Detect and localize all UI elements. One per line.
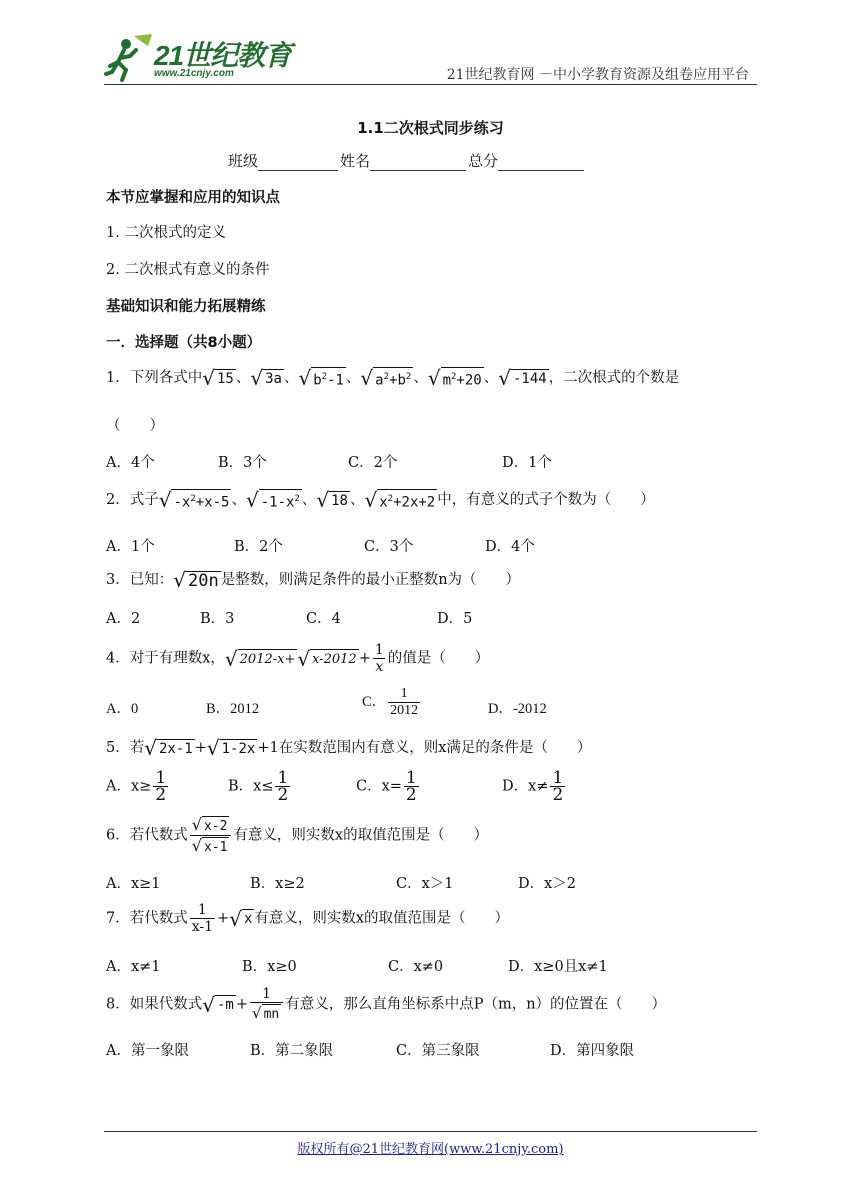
footer-copyright-link[interactable]: 版权所有@21世纪教育网(www.21cnjy.com): [297, 1142, 564, 1157]
q7-option-a[interactable]: A．x≠1: [106, 959, 161, 975]
page-title: 1.1二次根式同步练习: [357, 119, 504, 137]
q2-radical-4: √ $x^2+2x+2$: [364, 488, 436, 512]
q6-option-c[interactable]: C．x＞1: [396, 876, 454, 892]
q3-option-b[interactable]: B．3: [200, 611, 235, 627]
question-7: 7．若代数式 $\frac{1}{x-1}$ +√ x 有意义，则实数x的取值范围是（ ）: [106, 902, 510, 935]
question-4: 4．对于有理数x，√ 2012-x+ √ x-2012 + $\frac{1}{x}$ 的值是（ ）: [106, 642, 490, 675]
q1-radical-5: √ $m^2+20$: [427, 366, 482, 390]
section-heading: 一．选择题（共8小题）: [106, 335, 262, 351]
q7-fraction: $\frac{1}{x-1}$: [191, 902, 214, 935]
q4-option-d[interactable]: D．-2012: [488, 701, 547, 717]
q6-option-b[interactable]: B．x≥2: [250, 876, 305, 892]
site-logo[interactable]: [104, 32, 304, 84]
student-info-fields: [228, 150, 586, 171]
q1-option-b[interactable]: B．3个: [218, 455, 267, 471]
q5-option-a[interactable]: A．x≥ $\frac{1}{2}$: [106, 768, 167, 805]
runner-logo-icon: [104, 32, 156, 82]
class-blank[interactable]: [258, 156, 338, 171]
q1-radical-1: √ 15: [202, 366, 234, 390]
knowledge-heading: 本节应掌握和应用的知识点: [106, 190, 280, 206]
header-divider: [104, 84, 757, 85]
q4-radical: √ 2012-x+: [224, 646, 296, 671]
q7-option-b[interactable]: B．x≥0: [242, 959, 297, 975]
q2-radical-1: √ $-x^2+x-5$: [158, 488, 230, 512]
q2-option-d[interactable]: D．4个: [485, 539, 535, 555]
q5-option-b[interactable]: B．x≤ $\frac{1}{2}$: [228, 768, 289, 805]
q8-option-b[interactable]: B．第二象限: [250, 1043, 334, 1059]
q2-radical-2: √ $-1-x^2$: [245, 488, 300, 512]
q2-option-b[interactable]: B．2个: [234, 539, 283, 555]
logo-wordmark: 21世纪教育: [154, 40, 292, 71]
q3-radical: √ 20n: [173, 568, 219, 592]
name-label: 姓名: [340, 152, 371, 170]
q8-option-c[interactable]: C．第三象限: [396, 1043, 480, 1059]
q1-radical-4: √ $a^2+b^2$: [360, 366, 412, 390]
logo-url: www.21cnjy.com: [154, 68, 234, 79]
header-site-title: 21世纪教育网 －中小学教育资源及组卷应用平台: [446, 67, 749, 83]
q1-prefix: 1．下列各式中: [106, 370, 203, 386]
q8-fraction: $\frac{1}{√ mn}$: [250, 986, 283, 1023]
name-blank[interactable]: [370, 156, 466, 171]
q1-radical-3: √ $b^2-1$: [298, 366, 344, 390]
knowledge-item: 2. 二次根式有意义的条件: [106, 262, 270, 278]
q3-option-a[interactable]: A．2: [106, 611, 141, 627]
knowledge-item: 1. 二次根式的定义: [106, 225, 226, 241]
q2-option-a[interactable]: A．1个: [106, 539, 155, 555]
q4-fraction: $\frac{1}{x}$: [374, 642, 384, 675]
q3-option-c[interactable]: C．4: [306, 611, 341, 627]
q1-option-c[interactable]: C．2个: [348, 455, 398, 471]
q6-option-d[interactable]: D．x＞2: [518, 876, 577, 892]
q6-option-a[interactable]: A．x≥1: [106, 876, 161, 892]
q4-radical-2: √ x-2012: [297, 646, 357, 671]
q3-option-d[interactable]: D．5: [437, 611, 473, 627]
q4-option-a[interactable]: A．0: [106, 701, 139, 717]
question-5: 5．若√ 2x-1 +√ 1-2x +1在实数范围内有意义，则x满足的条件是（ ）: [106, 736, 592, 760]
score-label: 总分: [468, 152, 499, 170]
q2-option-c[interactable]: C．3个: [364, 539, 414, 555]
class-label: 班级: [228, 152, 259, 170]
q5-radical-1: √ 2x-1: [144, 736, 193, 760]
q5-radical-2: √ 1-2x: [206, 736, 256, 760]
q8-radical: √ -m: [202, 992, 234, 1017]
q7-option-c[interactable]: C．x≠0: [388, 959, 444, 975]
q5-option-c[interactable]: C．x= $\frac{1}{2}$: [356, 768, 417, 805]
question-6: 6．若代数式 $\frac{√ x-2}{√ x-1}$ 有意义，则实数x的取值范围是（ ）: [106, 815, 489, 855]
q1-radical-2: √ 3a: [250, 366, 282, 390]
question-2: 2．式子√ $-x^2+x-5$ 、√ $-1-x^2$ 、√ 18 、√ $x^2+2x+2$ 中，有意义的式子个数为（ ）: [106, 488, 655, 512]
q1-option-a[interactable]: A．4个: [106, 455, 155, 471]
footer-divider: [104, 1131, 757, 1132]
score-blank[interactable]: [498, 156, 584, 171]
q7-option-d[interactable]: D．x≥0且x≠1: [508, 959, 608, 975]
q5-option-d[interactable]: D．x≠ $\frac{1}{2}$: [502, 768, 564, 805]
q8-option-a[interactable]: A．第一象限: [106, 1043, 189, 1059]
question-1: 1．下列各式中√ 15 、√ 3a 、√ $b^2-1$ 、√ $a^2+b^2$ 、√ $m^2+20$ 、√ -144 ，二次根式的个数是: [106, 366, 680, 390]
q4-option-b[interactable]: B．2012: [206, 701, 260, 717]
q4-option-c[interactable]: C． $\frac{1}{2012}$: [362, 686, 419, 718]
question-3: 3．已知：√ 20n 是整数，则满足条件的最小正整数n为（ ）: [106, 568, 521, 592]
q1-radical-6: √ -144: [498, 366, 547, 390]
q1-option-d[interactable]: D．1个: [502, 455, 552, 471]
q8-option-d[interactable]: D．第四象限: [550, 1043, 635, 1059]
q6-fraction: $\frac{√ x-2}{√ x-1}$: [190, 815, 232, 856]
practice-heading: 基础知识和能力拓展精练: [106, 299, 266, 315]
q1-suffix: ，二次根式的个数是: [548, 370, 680, 386]
q1-answer-paren: （ ）: [106, 418, 164, 434]
q7-radical: √ x: [229, 906, 253, 931]
question-8: 8．如果代数式√ -m + $\frac{1}{√ mn}$ 有意义，那么直角坐标系中点P（m，n）的位置在（ ）: [106, 986, 667, 1022]
q2-radical-3: √ 18: [316, 488, 348, 512]
